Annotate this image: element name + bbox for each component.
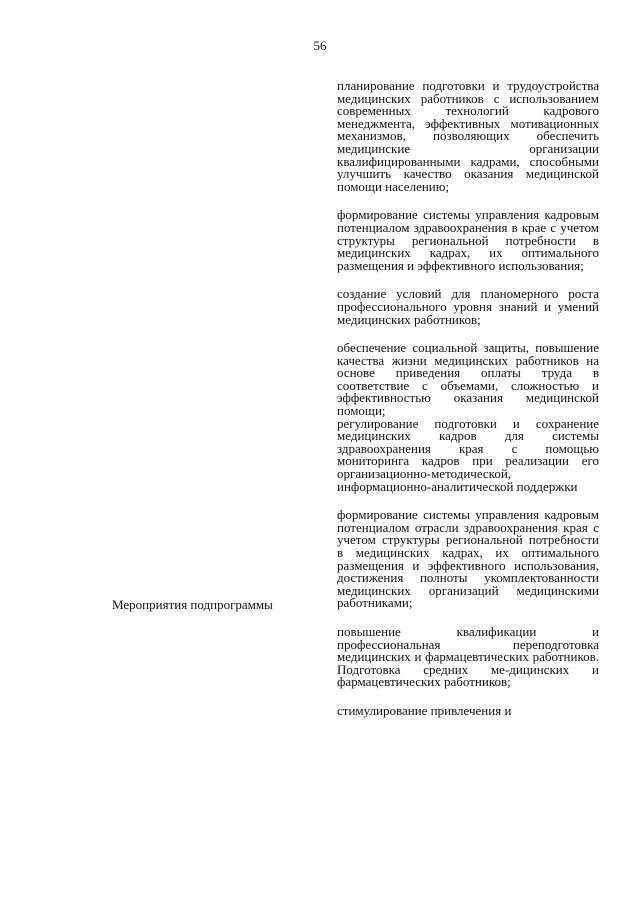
paragraph-stimulation: стимулирование привлечения и: [337, 702, 512, 718]
paragraph-planning: планирование подготовки и трудоустройства медицинских работников с использованием современных технологий кадрового менеджмента, эффективных мотивационных механизмов, позволяющих обеспечить медицинские организации квалифицированными кадрами, способными улучшить качество оказания медицинской помощи населению;: [337, 78, 599, 194]
page-number: 56: [313, 38, 327, 53]
paragraph-management-system: формирование системы управления кадровым потенциалом здравоохранения в крае с учетом структуры региональной потребности в медицинских кадрах, их оптимального размещения и эффективного использования;: [337, 207, 599, 273]
goals-column: [337, 80, 599, 718]
paragraph-professional-growth: создание условий для планомерного роста профессионального уровня знаний и умений медицинских работников;: [337, 286, 599, 327]
paragraph-social-protection: обеспечение социальной защиты, повышение качества жизни медицинских работников на основе приведения оплаты труда в соответствие с объемами, сложностью и эффективностью оказания медицинской помощи;: [337, 340, 599, 419]
paragraph-regulation: регулирование подготовки и сохранение медицинских кадров для системы здравоохранения края с помощью мониторинга кадров при реализации его организационно-методической, информационно-аналитической поддержки: [337, 415, 599, 494]
subprogram-activities-label: Мероприятия подпрограммы: [112, 597, 273, 612]
paragraph-qualification: повышение квалификации и профессиональная переподготовка медицинских и фармацевтических работников. Подготовка средних ме-дицинских и фармацевтических работников;: [337, 623, 599, 690]
paragraph-activity-management-system: формирование системы управления кадровым потенциалом отрасли здравоохранения края с учетом структуры региональной потребности в медицинских кадрах, их оптимального размещения и эффективного использования, достижения полноты укомплектованности медицинских организаций медицинскими работниками;: [337, 507, 599, 611]
